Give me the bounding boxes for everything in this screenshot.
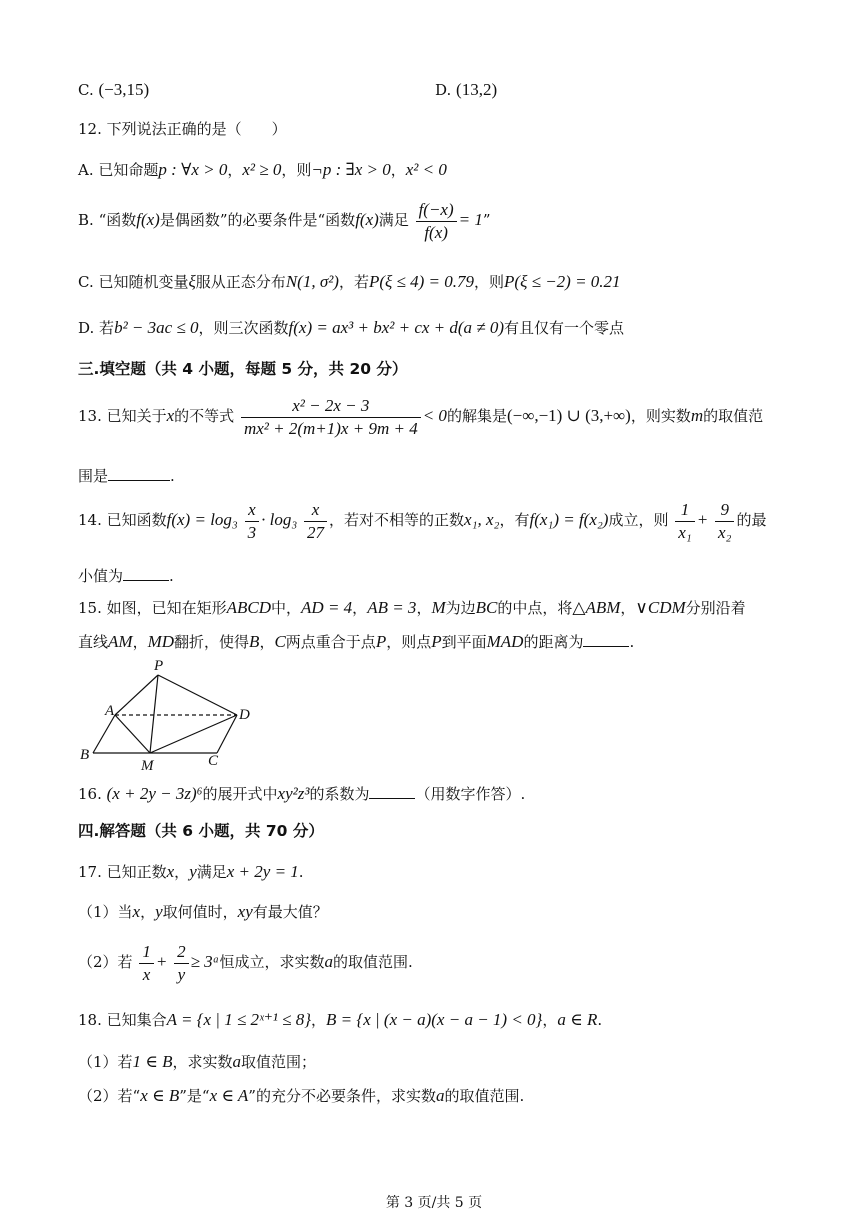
q12-b-fraction: $\frac{f(-x)}{f(x)}$	[416, 200, 457, 242]
q18-part1: （1）若1 ∈ B，求实数a取值范围；	[78, 1052, 317, 1071]
q18-part2: （2）若“x ∈ B”是“x ∈ A”的充分不必要条件，求实数a的取值范围.	[78, 1086, 525, 1105]
q15-answer-blank[interactable]	[583, 632, 629, 647]
q15-line2: 直线AM，MD翻折，使得B，C两点重合于点P，则点P到平面MAD的距离为 .	[78, 632, 635, 651]
page-footer: 第 3 页/共 5 页	[385, 1195, 483, 1211]
label-B: B	[80, 747, 90, 763]
q11-option-c-value: (−3,15)	[98, 80, 150, 99]
label-A: A	[105, 703, 115, 719]
section-4-heading: 四.解答题（共 6 小题，共 70 分）	[78, 822, 324, 840]
q11-option-d: D. (13,2)	[435, 80, 498, 99]
q13-answer-blank[interactable]	[108, 466, 170, 481]
q12-stem: 12. 下列说法正确的是（ ）	[78, 120, 287, 138]
q17-part2: （2）若 $\frac{1}{x}$ + $\frac{2}{y}$ ≥ 3ᵃ恒成立，求实数a的取值范围.	[78, 942, 413, 984]
edge-MD	[150, 715, 237, 753]
label-D: D	[239, 707, 250, 723]
q15-line1: 15. 如图，已知在矩形ABCD中，AD = 4，AB = 3，M为边BC的中点，将△ABM，∨CDM分别沿着	[78, 598, 746, 617]
edge-AM	[115, 715, 150, 753]
edge-PM	[150, 675, 158, 753]
edge-CD	[217, 715, 237, 753]
label-M: M	[141, 758, 154, 774]
q12-option-d: D. 若b² − 3ac ≤ 0，则三次函数f(x) = ax³ + bx² + cx + d(a ≠ 0)有且仅有一个零点	[78, 318, 625, 337]
label-C: C	[208, 753, 219, 769]
q14-answer-blank[interactable]	[123, 566, 169, 581]
q14-line1: 14. 已知函数f(x) = log₃ $\frac{x}{3}$ · log₃ $\frac{x}{27}$ ，若对不相等的正数x₁, x₂，有f(x₁) = f(x₂)成立，则 $\frac{1}{\text{x₁}}$ + $\frac{9}{\text{x₂}}$ 的最	[78, 500, 767, 542]
q17-stem: 17. 已知正数x，y满足x + 2y = 1.	[78, 862, 304, 881]
q16: 16. (x + 2y − 3z)⁶的展开式中xy²z³的系数为 （用数字作答）.	[78, 784, 526, 803]
q15-figure	[75, 655, 275, 775]
q11-option-c: C. (−3,15)	[78, 80, 150, 99]
q17-part1: （1）当x，y取何值时，xy有最大值？	[78, 902, 328, 921]
q14-line2: 小值为 .	[78, 567, 174, 585]
section-3-heading: 三.填空题（共 4 小题，每题 5 分，共 20 分）	[78, 360, 408, 378]
q12-option-a: A. 已知命题p : ∀x > 0，x² ≥ 0，则¬p : ∃x > 0，x² < 0	[78, 160, 447, 179]
q12-option-c: C. 已知随机变量ξ服从正态分布N(1, σ²)，若P(ξ ≤ 4) = 0.79，则P(ξ ≤ −2) = 0.21	[78, 272, 621, 291]
q16-answer-blank[interactable]	[369, 784, 415, 799]
q13-fraction: $\frac{\text{x² − 2x − 3}}{\text{mx² + 2(m+1)x + 9m + 4}}$	[241, 396, 421, 438]
label-P: P	[154, 658, 164, 674]
q18-stem: 18. 已知集合A = {x | 1 ≤ 2ˣ⁺¹ ≤ 8}，B = {x | (x − a)(x − a − 1) < 0}，a ∈ R.	[78, 1010, 603, 1029]
q12-option-b: B. “函数f(x)是偶函数”的必要条件是“函数f(x)满足 $\frac{f(-x)}{f(x)}$ = 1”	[78, 200, 491, 242]
q13-line1: 13. 已知关于x的不等式 $\frac{\text{x² − 2x − 3}}{\text{mx² + 2(m+1)x + 9m + 4}}$ < 0的解集是(−∞,−1) ∪ (3,+∞)，则实数m的取值范	[78, 396, 764, 438]
edge-PA	[115, 675, 158, 715]
edge-PD	[158, 675, 237, 715]
q13-line2: 围是 .	[78, 467, 175, 485]
edge-BA	[93, 715, 115, 753]
q11-option-d-value: (13,2)	[456, 80, 498, 99]
